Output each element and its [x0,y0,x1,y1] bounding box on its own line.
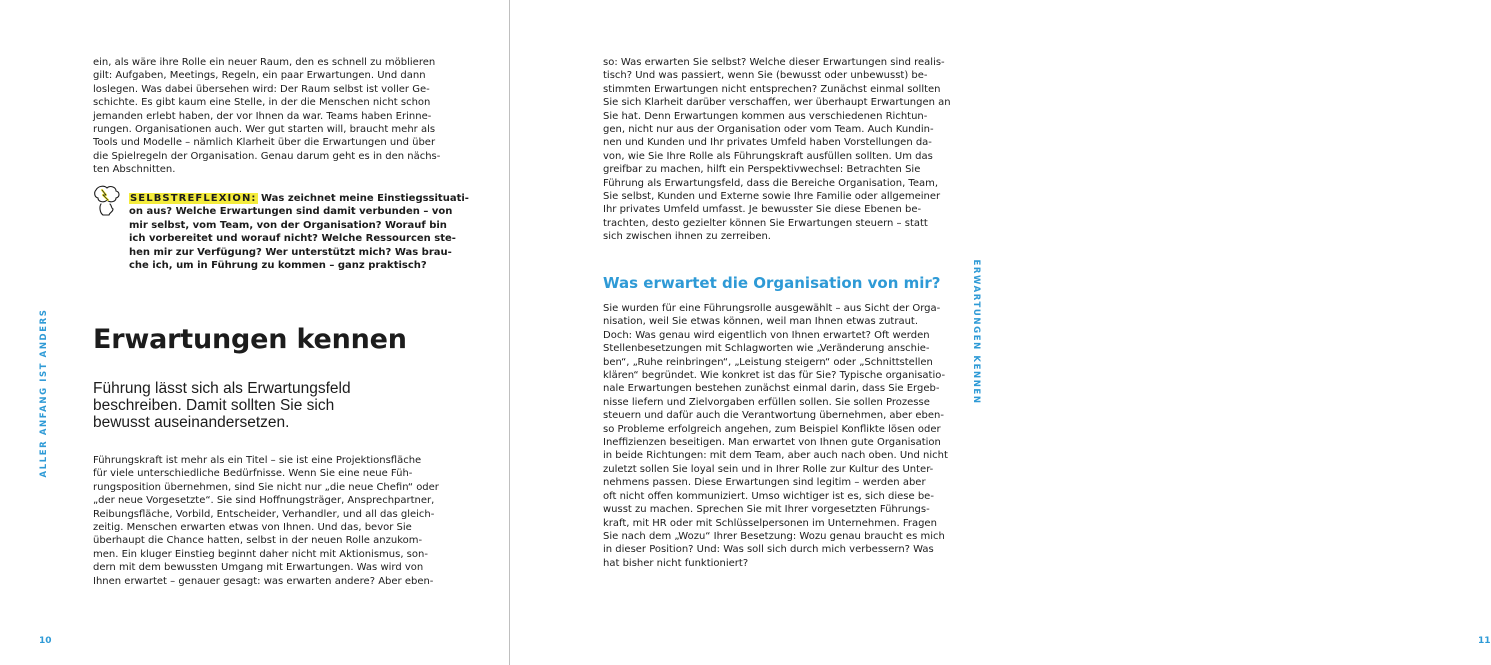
page-number-left: 10 [39,636,52,646]
selbstreflexion-box [129,192,469,272]
right-side-label: ERWARTUNGEN KENNEN [971,259,981,405]
left-page [0,0,510,665]
body-paragraph-right: Sie wurden für eine Führungsrolle ausgewählt – aus Sicht der Orga- nisation, weil Sie etwas können, weil man Ihnen etwas zutraut. Doch: Was genau wird eigentlich von Ihnen erwartet? Oft werden Stellenbesetzungen mit Schlagworten wie „Veränderung anschie- ben“, „Ruhe reinbringen“, „Leistung steigern“ oder „Schnittstellen klären“ begründet. Wie konkret ist das für Sie? Typische organisatio- nale Erwartungen bestehen zunächst einmal darin, dass Sie Ergeb- nisse liefern und Zielvorgaben erfüllen sollen. Sie sollen Prozesse steuern und dafür auch die Verantwortung übernehmen, aber eben- so Probleme erfolgreich angehen, zum Beispiel Konflikte lösen oder Ineffizienzen beseitigen. Man erwartet von Ihnen gute Organisation in beide Richtungen: mit dem Team, aber auch nach oben. Und nicht zuletzt sollen Sie loyal sein und in Ihrer Rolle zur Kultur des Unter- nehmens passen. Diese Erwartungen sind legitim – werden aber oft nicht offen kommuniziert. Umso wichtiger ist es, sich diese be- wusst zu machen. Sprechen Sie mit Ihrer vorgesetzten Führungs- kraft, mit HR oder mit Schlüsselpersonen im Unternehmen. Fragen Sie nach dem „Wozu“ Ihrer Besetzung: Wozu genau braucht es mich in dieser Position? Und: Was soll sich durch mich verbessern? Was hat bisher nicht funktioniert? [603,303,948,569]
selbstreflexion-text: on aus? Welche Erwartungen sind damit verbunden – von mir selbst, vom Team, von der Organisation? Worauf bin ich vorbereitet und worauf nicht? Welche Ressourcen ste- hen mir zur Verfügung? Wer unterstützt mich? Was brau- che ich, um in Führung zu kommen – ganz praktisch? [129,206,456,272]
lead-paragraph: Führung lässt sich als Erwartungsfeld beschreiben. Damit sollten Sie sich bewusst auseinandersetzen. [93,380,351,431]
section-heading: Erwartungen kennen [93,324,407,355]
body-paragraph-left: Führungskraft ist mehr als ein Titel – sie ist eine Projektionsfläche für viele unterschiedliche Bedürfnisse. Wenn Sie eine neue Füh- rungsposition übernehmen, sind Sie nicht nur „die neue Chefin“ oder „der neue Vorgesetzte“. Sie sind Hoffnungsträger, Ansprechpartner, Reibungsfläche, Vorbild, Entscheider, Verhandler, und all das gleich- zeitig. Menschen erwarten etwas von Ihnen. Und das, bevor Sie überhaupt die Chance hatten, selbst in der neuen Rolle anzukom- men. Ein kluger Einstieg beginnt daher nicht mit Aktionismus, son- dern mit dem bewussten Umgang mit Erwartungen. Was wird von Ihnen erwartet – genauer gesagt: was erwarten andere? Aber eben- [93,455,439,587]
subheading-organisation: Was erwartet die Organisation von mir? [603,274,941,292]
thinking-head-icon [91,184,125,218]
body-paragraph-right-top: so: Was erwarten Sie selbst? Welche dieser Erwartungen sind realis- tisch? Und was passiert, wenn Sie (bewusst oder unbewusst) be- stimmten Erwartungen nicht entsprechen? Zunächst einmal sollten Sie sich Klarheit darüber verschaffen, wer überhaupt Erwartungen an Sie hat. Denn Erwartungen kommen aus verschiedenen Richtun- gen, nicht nur aus der Organisation oder vom Team. Auch Kundin- nen und Kunden und Ihr privates Umfeld haben Vorstellungen da- von, wie Sie Ihre Rolle als Führungskraft ausfüllen sollten. Um das greifbar zu machen, hilft ein Perspektivwechsel: Betrachten Sie Führung als Erwartungsfeld, dass die Bereiche Organisation, Team, Sie selbst, Kunden und Externe sowie Ihre Familie oder allgemeiner Ihr privates Umfeld umfasst. Je bewusster Sie diese Ebenen be- trachten, desto gezielter können Sie Erwartungen steuern – statt sich zwischen ihnen zu zerreiben. [603,57,951,243]
selbstreflexion-label: SELBSTREFLEXION: [130,193,257,204]
selbstreflexion-first-line: Was zeichnet meine Einstiegssituati- [257,193,469,204]
left-side-label: ALLER ANFANG IST ANDERS [39,308,49,478]
page-number-right: 11 [1478,636,1491,646]
intro-paragraph: ein, als wäre ihre Rolle ein neuer Raum, den es schnell zu möblieren gilt: Aufgaben, Meetings, Regeln, ein paar Erwartungen. Und dann loslegen. Was dabei übersehen wird: Der Raum selbst ist voller Ge- schichte. Es gibt kaum eine Stelle, in der die Menschen nicht schon jemanden erlebt haben, der vor Ihnen da war. Teams haben Erinne- rungen. Organisationen auch. Wer gut starten will, braucht mehr als Tools und Modelle – nämlich Klarheit über die Erwartungen und über die Spielregeln der Organisation. Genau darum geht es in den nächs- ten Abschnitten. [93,57,441,176]
